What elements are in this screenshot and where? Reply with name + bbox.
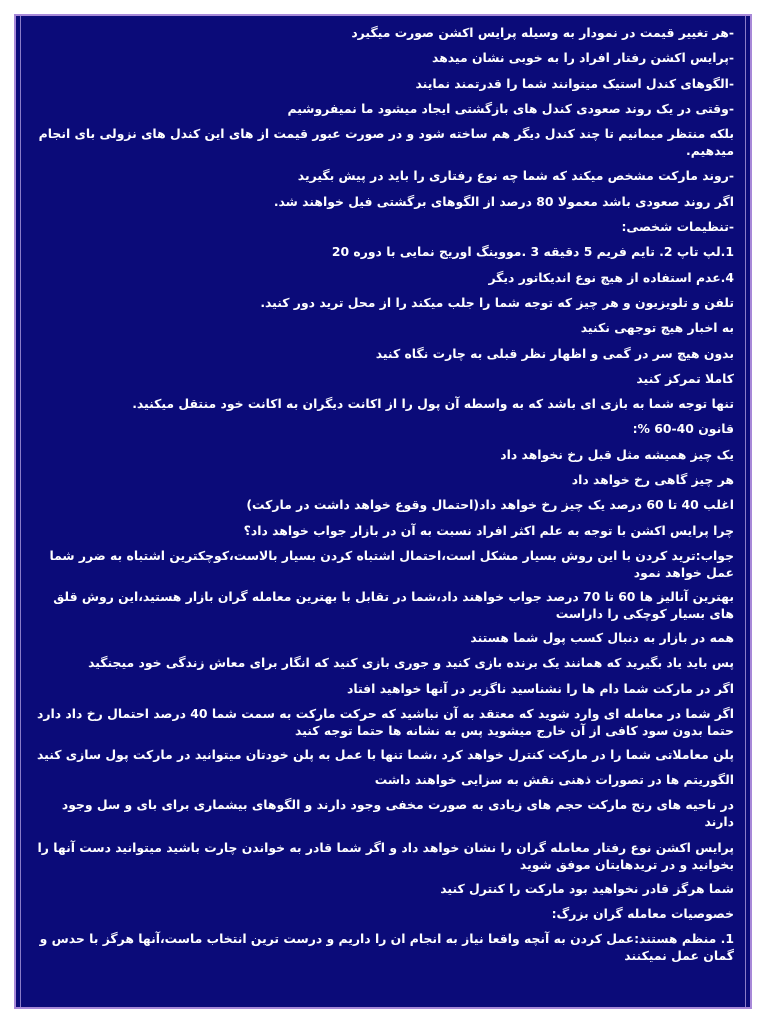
text-line-14: کاملا تمرکز کنید [636,370,734,386]
text-line-21: جواب:ترید کردن با این روش بسیار مشکل است،احتمال اشتباه کردن بسیار بالاست،کوچکترین اشتباه به ضرر شما عمل خواهد نمود [49,547,734,580]
text-line-33: 1. منظم هستند:عمل کردن به آنچه واقعا نیاز به انجام ان را داریم و درست ترین انتخاب ماست،آنها هرگز با حدس و گمان عمل نمیکنند [39,931,734,964]
left-border-line [20,16,21,1007]
text-line-26: اگر شما در معامله ای وارد شوید که معتقد به آن نباشید که حرکت مارکت به سمت شما 40 درصد احتمال رخ داد دارد حتما بدون سود کافی از آن خارج میشوید پس به نشانه ها حتما توجه کنید [37,705,734,738]
text-line-32: خصوصیات معامله گران بزرگ: [551,906,734,922]
text-line-13: بدون هیچ سر در گمی و اظهار نظر قبلی به چارت نگاه کنید [375,345,734,361]
text-line-4: -وقتی در یک روند صعودی کندل های بازگشتی ایجاد میشود ما نمیفروشیم [287,100,734,116]
text-line-15: تنها توجه شما به بازی ای باشد که به واسطه آن پول را از اکانت دیگران به اکانت خود منتقل میکنید. [132,396,734,412]
text-line-23: همه در بازار به دنبال کسب پول شما هستند [470,629,734,645]
text-line-1: -هر تغییر قیمت در نمودار به وسیله پرایس اکشن صورت میگیرد [351,25,734,40]
text-line-17: یک چیز همیشه مثل قبل رخ نخواهد داد [500,446,734,462]
text-line-5: بلکه منتظر میمانیم تا چند کندل دیگر هم ساخته شود و در صورت عبور قیمت از های این کندل های نزولی بای انجام میدهیم. [38,126,734,159]
text-line-7: اگر روند صعودی باشد معمولا 80 درصد از الگوهای برگشتی فیل خواهند شد. [273,193,734,209]
text-line-31: شما هرگز قادر نخواهید بود مارکت را کنترل کنید [440,880,734,896]
text-line-27: پلن معاملاتی شما را در مارکت کنترل خواهد کرد ،شما تنها با عمل به پلن خودتان میتوانید در مارکت پول سازی کنید [37,746,734,762]
text-line-16: قانون 40-60 %: [632,421,734,437]
text-line-24: پس باید یاد بگیرید که همانند یک برنده بازی کنید و جوری بازی کنید که انگار برای معاش زندگی خود میجنگید [88,655,734,671]
right-border-line [745,16,746,1007]
text-line-8: -تنظیمات شخصی: [621,219,734,235]
text-line-22: بهترین آنالیز ها 60 تا 70 درصد جواب خواهند داد،شما در تقابل با بهترین معامله گران بازار هستید،این روش قلق های بسیار کوچکی را داراست [53,588,734,621]
text-line-3: -الگوهای کندل استیک میتوانند شما را قدرتمند نمایند [415,75,734,91]
text-content [32,24,734,971]
text-line-30: پرایس اکشن نوع رفتار معامله گران را نشان خواهد داد و اگر شما قادر به خواندن چارت باشید میتوانید دست آنها را بخوانید و در تریدهایتان موفق شوید [37,839,734,872]
slide-panel [14,14,752,1009]
text-line-10: 4.عدم استفاده از هیچ نوع اندیکاتور دیگر [488,269,734,285]
text-line-2: -پرایس اکشن رفتار افراد را به خوبی نشان میدهد [432,50,734,66]
text-line-9: 1.لپ تاپ 2. تایم فریم 5 دقیقه 3 .مووینگ اوریج نمایی با دوره 20 [331,244,734,260]
text-line-20: چرا پرایس اکشن با توجه به علم اکثر افراد نسبت به آن در بازار جواب خواهد داد؟ [243,522,734,538]
text-line-19: اغلب 40 تا 60 درصد یک چیز رخ خواهد داد(احتمال وقوع خواهد داشت در مارکت) [246,497,734,513]
text-line-28: الگوریتم ها در تصورات ذهنی نقش به سزایی خواهند داشت [374,772,734,788]
text-line-11: تلفن و تلویزیون و هر چیز که توجه شما را جلب میکند را از محل ترید دور کنید. [260,294,734,310]
text-line-12: به اخبار هیچ توجهی نکنید [580,320,734,336]
text-line-29: در ناحیه های رنج مارکت حجم های زیادی به صورت مخفی وجود دارند و الگوهای بیشماری برای بای و سل وجود دارند [61,797,734,830]
text-line-6: -روند مارکت مشخص میکند که شما چه نوع رفتاری را باید در پیش بگیرید [297,168,734,184]
text-line-18: هر چیز گاهی رخ خواهد داد [571,472,734,488]
text-line-25: اگر در مارکت شما دام ها را نشناسید ناگزیر در آنها خواهید افتاد [346,680,734,696]
